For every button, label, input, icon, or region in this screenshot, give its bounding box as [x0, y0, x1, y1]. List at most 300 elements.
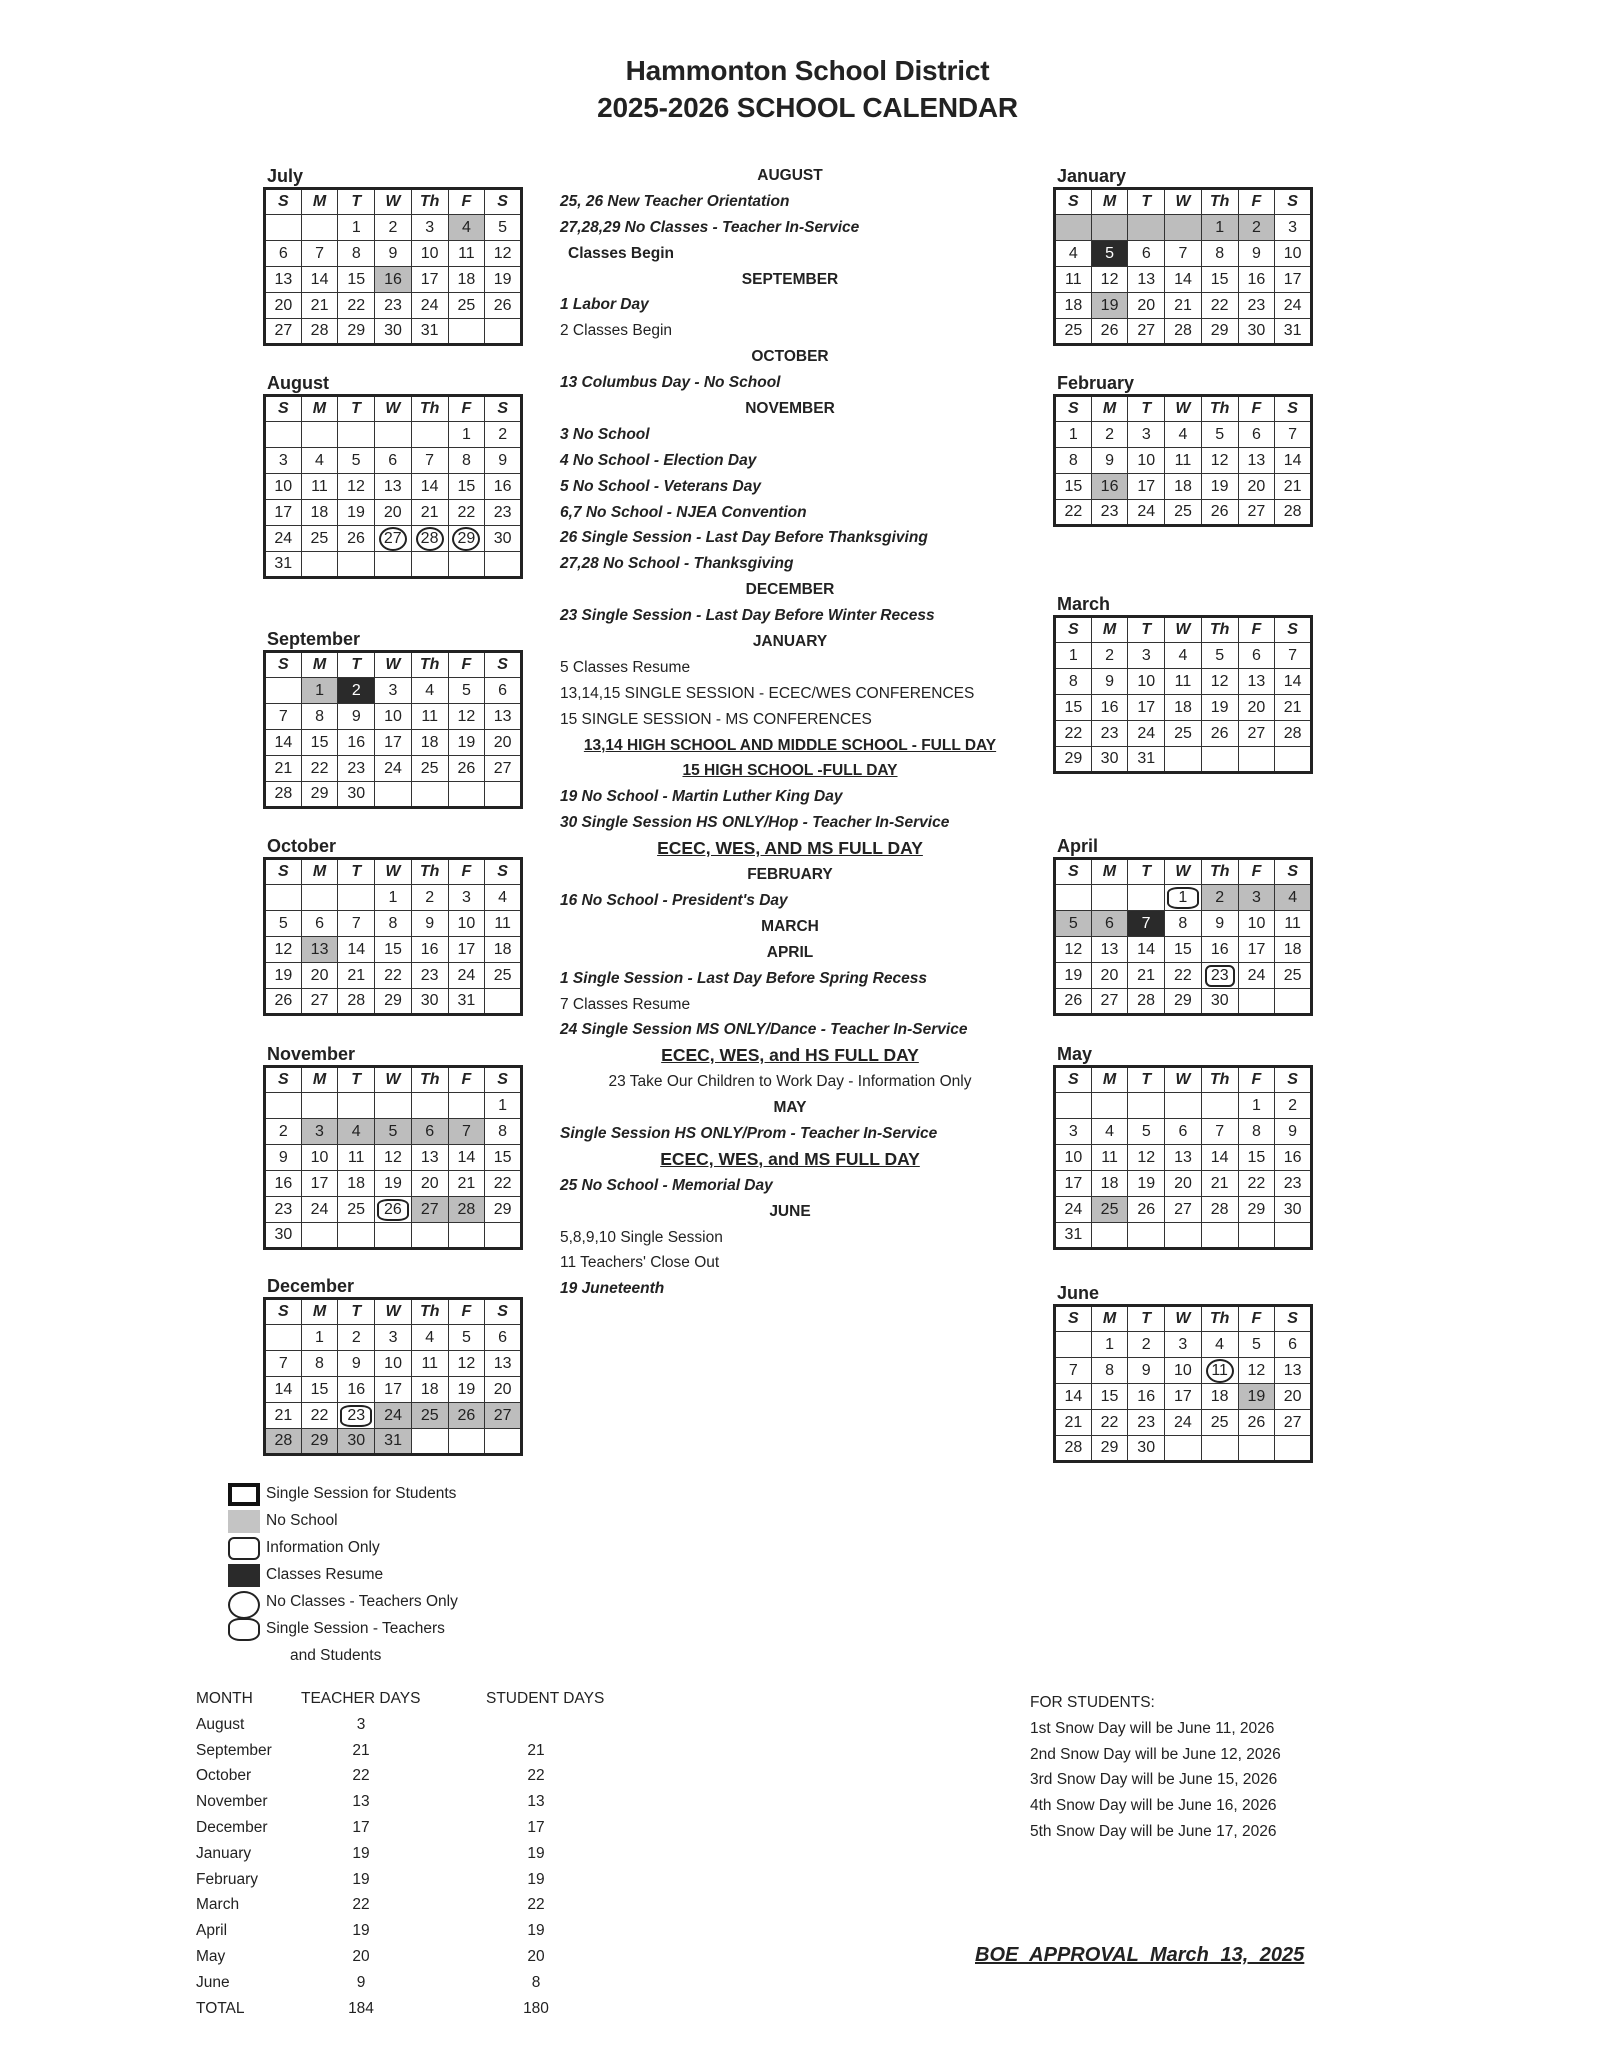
days-cell: 20 — [352, 1947, 370, 1965]
day-cell: 25 — [1165, 500, 1202, 526]
snow-day-5: 5th Snow Day will be June 17, 2026 — [1030, 1822, 1277, 1840]
day-cell: 23 — [338, 756, 375, 782]
month-november — [263, 1043, 523, 1250]
event-note: 13,14 HIGH SCHOOL AND MIDDLE SCHOOL - FULL DAY — [583, 736, 997, 754]
day-cell: 19 — [265, 963, 302, 989]
day-cell: 13 — [1091, 937, 1128, 963]
day-cell: 10 — [1165, 1358, 1202, 1384]
day-cell: 12 — [1055, 937, 1092, 963]
event-note: NOVEMBER — [745, 400, 835, 418]
days-cell: 19 — [352, 1870, 370, 1888]
day-cell: 8 — [301, 1351, 338, 1377]
day-cell: 17 — [1128, 695, 1165, 721]
day-cell: 21 — [1128, 963, 1165, 989]
month-july — [263, 165, 523, 346]
day-cell: 3 — [1128, 643, 1165, 669]
day-cell: 16 — [1091, 474, 1128, 500]
days-cell: 180 — [523, 1999, 549, 2017]
day-cell: 21 — [338, 963, 375, 989]
day-header: T — [338, 652, 375, 678]
day-header: S — [485, 1067, 522, 1093]
day-header: F — [1238, 859, 1275, 885]
district-title: Hammonton School District — [625, 55, 990, 86]
day-cell: 25 — [448, 293, 485, 319]
event-note: 27,28 No School - Thanksgiving — [560, 555, 794, 573]
day-cell: 28 — [1275, 721, 1312, 747]
event-note: 15 SINGLE SESSION - MS CONFERENCES — [560, 710, 872, 728]
days-cell: 8 — [531, 1973, 541, 1991]
day-cell: 19 — [1091, 293, 1128, 319]
month-name: January — [1057, 166, 1127, 186]
day-cell: 5 — [1091, 241, 1128, 267]
day-cell: 11 — [411, 1351, 448, 1377]
legend-label: No Classes - Teachers Only — [266, 1593, 458, 1610]
day-cell: 24 — [375, 756, 412, 782]
day-header: S — [1055, 617, 1092, 643]
day-header: F — [448, 396, 485, 422]
day-cell: 29 — [1164, 989, 1201, 1015]
day-cell: 18 — [411, 1377, 448, 1403]
day-header: T — [1128, 859, 1165, 885]
empty-cell — [265, 1325, 302, 1351]
day-cell — [1201, 1358, 1238, 1384]
empty-cell — [485, 782, 522, 808]
day-cell: 9 — [265, 1145, 302, 1171]
day-cell: 18 — [485, 937, 522, 963]
event-note: 5 No School - Veterans Day — [560, 477, 761, 495]
day-cell: 10 — [1275, 241, 1312, 267]
days-cell: 22 — [527, 1767, 545, 1785]
month-may — [1053, 1043, 1313, 1250]
day-header: S — [485, 1299, 522, 1325]
day-cell: 6 — [1091, 911, 1128, 937]
day-cell: 12 — [374, 1145, 411, 1171]
day-cell: 13 — [301, 937, 338, 963]
day-marker: 23 — [1205, 965, 1235, 987]
day-cell: 28 — [301, 319, 338, 345]
day-cell: 22 — [1055, 500, 1092, 526]
event-note: 19 No School - Martin Luther King Day — [560, 788, 843, 806]
day-header: M — [1091, 859, 1128, 885]
day-cell: 26 — [1091, 319, 1128, 345]
day-cell: 12 — [338, 474, 375, 500]
day-header: W — [1165, 189, 1202, 215]
day-cell: 26 — [485, 293, 522, 319]
empty-cell — [485, 319, 522, 345]
day-cell: 14 — [265, 1377, 302, 1403]
day-cell: 26 — [1055, 989, 1092, 1015]
day-cell: 30 — [1091, 747, 1128, 773]
day-cell: 12 — [1091, 267, 1128, 293]
day-cell: 10 — [375, 704, 412, 730]
day-cell: 30 — [411, 989, 448, 1015]
month-march — [1053, 593, 1313, 774]
day-cell: 16 — [375, 267, 412, 293]
day-cell: 8 — [301, 704, 338, 730]
day-cell: 20 — [265, 293, 302, 319]
day-cell: 2 — [411, 885, 448, 911]
day-cell: 14 — [265, 730, 302, 756]
empty-cell — [374, 1223, 411, 1249]
day-header: F — [1238, 1067, 1275, 1093]
day-cell: 12 — [485, 241, 522, 267]
day-header: F — [1238, 1306, 1275, 1332]
day-header: T — [338, 859, 375, 885]
day-cell: 19 — [1055, 963, 1092, 989]
event-note: 23 Single Session - Last Day Before Winter Recess — [560, 607, 935, 625]
day-header: S — [1275, 617, 1312, 643]
day-cell: 13 — [374, 474, 411, 500]
day-header: S — [265, 189, 302, 215]
days-row — [196, 1841, 646, 1867]
day-header: M — [1091, 617, 1128, 643]
day-header: F — [448, 652, 485, 678]
empty-cell — [265, 215, 302, 241]
event-note: 11 Teachers' Close Out — [560, 1254, 720, 1272]
day-header: M — [301, 1067, 338, 1093]
day-cell: 9 — [338, 704, 375, 730]
calendar-grid — [1053, 1065, 1313, 1250]
day-cell: 1 — [1238, 1093, 1275, 1119]
day-header: S — [485, 396, 522, 422]
day-header: T — [338, 1299, 375, 1325]
day-header: F — [448, 1299, 485, 1325]
day-cell: 1 — [338, 215, 375, 241]
day-header: S — [1275, 859, 1312, 885]
day-cell: 25 — [411, 1403, 448, 1429]
day-cell: 29 — [1201, 319, 1238, 345]
day-cell: 3 — [411, 215, 448, 241]
day-cell: 24 — [375, 1403, 412, 1429]
month-august — [263, 372, 523, 579]
legend-item — [228, 1588, 528, 1615]
calendar-grid — [263, 394, 523, 579]
day-cell: 3 — [1275, 215, 1312, 241]
day-cell: 15 — [1091, 1384, 1128, 1410]
empty-cell — [1201, 747, 1238, 773]
day-cell: 4 — [411, 1325, 448, 1351]
empty-cell — [265, 678, 302, 704]
day-cell: 20 — [411, 1171, 448, 1197]
event-note: 1 Labor Day — [560, 296, 649, 314]
event-note: AUGUST — [757, 167, 823, 184]
days-row — [196, 1815, 646, 1841]
day-cell: 17 — [375, 730, 412, 756]
day-cell: 19 — [338, 500, 375, 526]
day-cell: 21 — [265, 756, 302, 782]
day-cell: 2 — [1128, 1332, 1165, 1358]
day-cell: 2 — [338, 1325, 375, 1351]
day-cell: 14 — [338, 937, 375, 963]
event-note: 2 Classes Begin — [560, 322, 673, 340]
day-cell: 18 — [1165, 695, 1202, 721]
day-cell: 1 — [375, 885, 412, 911]
day-cell: 25 — [301, 526, 338, 552]
day-cell: 24 — [1128, 500, 1165, 526]
empty-cell — [448, 1223, 485, 1249]
days-cell: 17 — [352, 1818, 370, 1836]
day-cell — [411, 526, 448, 552]
day-header: S — [1055, 189, 1092, 215]
event-note: OCTOBER — [751, 348, 829, 366]
days-cell: 184 — [348, 1999, 374, 2017]
day-header: Th — [411, 859, 448, 885]
day-cell: 10 — [1128, 669, 1165, 695]
day-header: W — [1165, 1067, 1202, 1093]
day-header: S — [1055, 396, 1092, 422]
empty-cell — [338, 552, 375, 578]
day-header: W — [374, 396, 411, 422]
event-note: ECEC, WES, AND MS FULL DAY — [657, 838, 923, 859]
days-header-row — [196, 1686, 646, 1712]
empty-cell — [448, 1429, 485, 1455]
days-row — [196, 1918, 646, 1944]
days-header-cell: STUDENT DAYS — [486, 1690, 605, 1707]
empty-cell — [1128, 1093, 1165, 1119]
day-cell: 20 — [485, 1377, 522, 1403]
day-cell: 26 — [338, 526, 375, 552]
day-cell: 21 — [265, 1403, 302, 1429]
day-cell: 26 — [1201, 500, 1238, 526]
day-header: Th — [1201, 1067, 1238, 1093]
day-cell: 27 — [411, 1197, 448, 1223]
day-cell: 21 — [1201, 1171, 1238, 1197]
day-cell: 30 — [265, 1223, 302, 1249]
single-swatch-icon — [228, 1483, 260, 1506]
calendar-title: 2025-2026 SCHOOL CALENDAR — [597, 92, 1018, 123]
snow-day-1: 1st Snow Day will be June 11, 2026 — [1030, 1719, 1275, 1737]
day-cell: 8 — [1055, 669, 1092, 695]
event-notes — [560, 163, 1020, 1302]
day-cell: 11 — [1055, 267, 1092, 293]
day-cell: 20 — [1238, 474, 1275, 500]
day-cell: 22 — [375, 963, 412, 989]
day-cell: 4 — [301, 448, 338, 474]
day-cell: 16 — [338, 730, 375, 756]
calendar-grid — [1053, 187, 1313, 346]
day-cell: 3 — [375, 1325, 412, 1351]
day-cell: 27 — [1238, 721, 1275, 747]
day-marker: 11 — [1206, 1359, 1234, 1383]
days-row — [196, 1944, 646, 1970]
empty-cell — [1165, 1436, 1202, 1462]
day-cell: 24 — [411, 293, 448, 319]
days-cell: March — [196, 1896, 240, 1914]
day-cell: 25 — [1201, 1410, 1238, 1436]
day-header: M — [301, 189, 338, 215]
day-cell: 17 — [1055, 1171, 1092, 1197]
empty-cell — [1201, 1093, 1238, 1119]
empty-cell — [301, 1093, 338, 1119]
day-cell: 29 — [1055, 747, 1092, 773]
empty-cell — [1091, 885, 1128, 911]
day-cell: 27 — [1238, 500, 1275, 526]
event-note: ECEC, WES, and MS FULL DAY — [660, 1148, 920, 1169]
days-header-cell: TEACHER DAYS — [301, 1690, 421, 1707]
day-header: S — [1275, 189, 1312, 215]
day-cell: 22 — [301, 1403, 338, 1429]
day-header: W — [1164, 859, 1201, 885]
event-note: 23 Take Our Children to Work Day - Information Only — [608, 1073, 972, 1091]
day-cell: 15 — [448, 474, 485, 500]
event-note: Single Session HS ONLY/Prom - Teacher In-Service — [560, 1124, 938, 1142]
month-name: November — [267, 1044, 356, 1064]
empty-cell — [1091, 1093, 1128, 1119]
event-note: JANUARY — [752, 633, 828, 651]
empty-cell — [1275, 1223, 1312, 1249]
day-header: Th — [1201, 859, 1238, 885]
day-cell: 14 — [1275, 448, 1312, 474]
event-note: 15 HIGH SCHOOL -FULL DAY — [682, 762, 898, 780]
day-cell: 28 — [1055, 1436, 1092, 1462]
day-cell: 31 — [1128, 747, 1165, 773]
calendar-grid — [1053, 1304, 1313, 1463]
day-cell: 21 — [301, 293, 338, 319]
day-cell: 28 — [448, 1197, 485, 1223]
day-header: W — [1165, 396, 1202, 422]
day-cell: 1 — [448, 422, 485, 448]
empty-cell — [338, 885, 375, 911]
days-row — [196, 1763, 646, 1789]
legend-item — [228, 1507, 528, 1534]
days-cell: November — [196, 1793, 268, 1811]
day-cell: 22 — [1055, 721, 1092, 747]
empty-cell — [338, 1093, 375, 1119]
days-cell: 19 — [527, 1922, 545, 1940]
day-cell: 16 — [1128, 1384, 1165, 1410]
day-cell: 28 — [265, 782, 302, 808]
day-cell: 6 — [1238, 643, 1275, 669]
day-cell: 26 — [265, 989, 302, 1015]
day-cell: 9 — [1091, 448, 1128, 474]
day-cell: 19 — [1201, 474, 1238, 500]
empty-cell — [301, 215, 338, 241]
day-cell: 16 — [1275, 1145, 1312, 1171]
day-cell: 7 — [1201, 1119, 1238, 1145]
day-cell: 6 — [1238, 422, 1275, 448]
day-cell: 5 — [448, 678, 485, 704]
days-row — [196, 1789, 646, 1815]
day-cell: 13 — [485, 1351, 522, 1377]
day-header: M — [1091, 1306, 1128, 1332]
day-cell: 5 — [338, 448, 375, 474]
day-cell: 9 — [1201, 911, 1238, 937]
day-cell: 4 — [448, 215, 485, 241]
day-cell: 16 — [1091, 695, 1128, 721]
empty-cell — [1201, 1223, 1238, 1249]
legend-label: Classes Resume — [266, 1566, 384, 1583]
day-cell: 20 — [1238, 695, 1275, 721]
day-cell: 16 — [1238, 267, 1275, 293]
day-cell: 20 — [1165, 1171, 1202, 1197]
day-cell: 27 — [485, 1403, 522, 1429]
day-cell: 11 — [1275, 911, 1312, 937]
empty-cell — [1165, 1223, 1202, 1249]
day-cell: 7 — [265, 704, 302, 730]
day-cell: 15 — [485, 1145, 522, 1171]
day-cell: 12 — [265, 937, 302, 963]
day-cell: 9 — [485, 448, 522, 474]
calendar-grid — [263, 857, 523, 1016]
day-cell: 12 — [1201, 448, 1238, 474]
legend-label: No School — [266, 1512, 338, 1529]
day-header: M — [1091, 396, 1128, 422]
day-header: Th — [411, 1067, 448, 1093]
day-cell: 17 — [1275, 267, 1312, 293]
day-cell: 2 — [1238, 215, 1275, 241]
day-header: M — [1091, 189, 1128, 215]
day-marker: 1 — [1167, 887, 1199, 909]
day-cell: 11 — [485, 911, 522, 937]
day-header: Th — [411, 1299, 448, 1325]
day-cell: 23 — [485, 500, 522, 526]
day-cell: 17 — [375, 1377, 412, 1403]
day-cell: 8 — [1238, 1119, 1275, 1145]
event-note: 4 No School - Election Day — [560, 451, 757, 469]
day-cell: 17 — [1238, 937, 1275, 963]
day-cell: 22 — [1164, 963, 1201, 989]
day-header: Th — [411, 396, 448, 422]
day-cell: 15 — [375, 937, 412, 963]
day-cell: 30 — [1238, 319, 1275, 345]
event-note: 1 Single Session - Last Day Before Spring Recess — [560, 969, 927, 987]
day-cell: 23 — [411, 963, 448, 989]
empty-cell — [265, 422, 302, 448]
month-june — [1053, 1282, 1313, 1463]
day-cell: 6 — [265, 241, 302, 267]
day-header: T — [1128, 396, 1165, 422]
event-note: 13 Columbus Day - No School — [560, 374, 781, 392]
empty-cell — [374, 1093, 411, 1119]
day-cell: 13 — [1165, 1145, 1202, 1171]
event-note: 6,7 No School - NJEA Convention — [560, 503, 807, 521]
days-cell: 13 — [527, 1793, 545, 1811]
day-cell: 2 — [338, 678, 375, 704]
event-note: 25, 26 New Teacher Orientation — [560, 192, 790, 210]
day-cell: 9 — [1091, 669, 1128, 695]
day-cell: 9 — [338, 1351, 375, 1377]
day-cell: 1 — [301, 678, 338, 704]
calendar-grid — [1053, 394, 1313, 527]
event-note: 13,14,15 SINGLE SESSION - ECEC/WES CONFERENCES — [560, 684, 975, 702]
month-january — [1053, 165, 1313, 346]
day-cell: 13 — [1238, 669, 1275, 695]
days-cell: 22 — [352, 1767, 370, 1785]
event-note: 5,8,9,10 Single Session — [560, 1228, 723, 1246]
day-cell — [374, 526, 411, 552]
day-cell: 15 — [301, 730, 338, 756]
days-cell: 17 — [527, 1818, 545, 1836]
day-cell: 5 — [374, 1119, 411, 1145]
day-cell: 27 — [1128, 319, 1165, 345]
day-cell: 16 — [338, 1377, 375, 1403]
day-marker: 27 — [379, 527, 407, 551]
month-name: May — [1057, 1044, 1093, 1064]
day-cell: 22 — [1201, 293, 1238, 319]
empty-cell — [1091, 215, 1128, 241]
day-header: S — [1275, 396, 1312, 422]
empty-cell — [485, 989, 522, 1015]
empty-cell — [1128, 215, 1165, 241]
day-cell: 29 — [1238, 1197, 1275, 1223]
snow-days-heading: FOR STUDENTS: — [1030, 1694, 1155, 1711]
days-row — [196, 1738, 646, 1764]
boe-approval: BOE APPROVAL March 13, 2025 — [975, 1944, 1305, 1966]
day-cell: 28 — [265, 1429, 302, 1455]
day-cell: 24 — [265, 526, 302, 552]
day-cell: 31 — [1275, 319, 1312, 345]
empty-cell — [1238, 1436, 1275, 1462]
